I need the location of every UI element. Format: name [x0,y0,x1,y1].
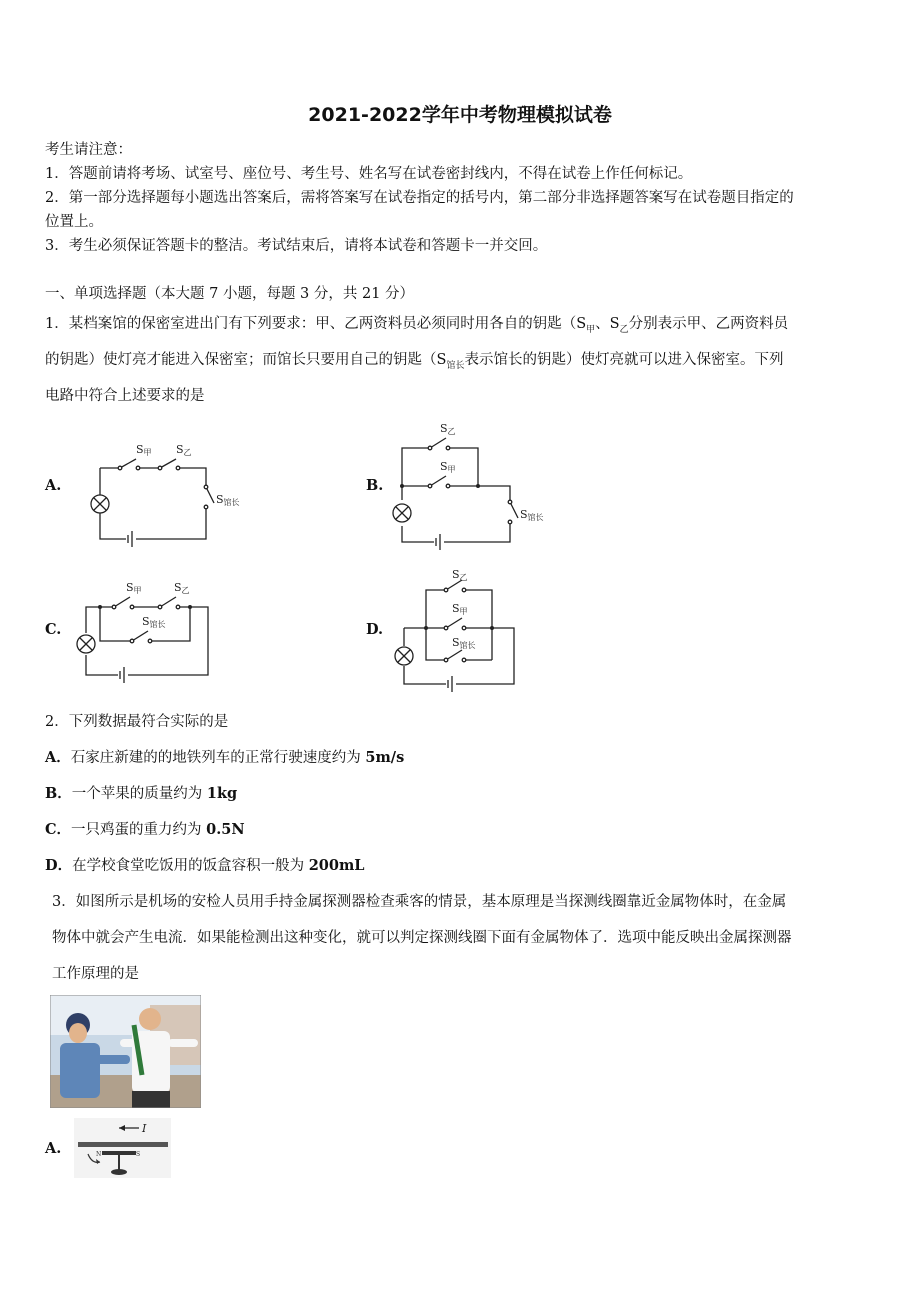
q2-option-a-label: A． [45,749,71,766]
q2-option-c-value: 0.5N [206,821,245,838]
q2-stem: 2．下列数据最符合实际的是 [45,714,229,730]
circuit-c-s-yi: S乙 [174,581,190,595]
circuit-c-s-jia: S甲 [126,581,142,595]
q2-option-b[interactable] [45,784,237,804]
security-check-photo [50,995,201,1108]
q1-text-a: 1．某档案馆的保密室进出门有下列要求：甲、乙两资料员必须同时用各自的钥匙（S [45,316,587,332]
q2-option-c-text: 一只鸡蛋的重力约为 [71,822,207,838]
q2-option-c-label: C． [45,821,72,838]
circuit-c-diagram [70,575,220,690]
q2-option-d-value: 200mL [308,857,365,874]
q1-line-3: 电路中符合上述要求的是 [45,388,205,404]
page-title: 2021-2022学年中考物理模拟试卷 [308,104,612,126]
q3-line-2: 物体中就会产生电流．如果能检测出这种变化，就可以判定探测线圈下面有金属物体了．选项中能反映出金属探测器 [52,930,792,946]
q2-option-c[interactable] [45,820,245,840]
q1-option-c-label[interactable]: C. [45,621,62,638]
q2-option-b-label: B． [45,785,72,802]
circuit-b-s-guan: S馆长 [520,508,544,522]
q2-option-a[interactable] [45,748,404,768]
q1-option-a-label[interactable]: A. [45,477,62,494]
section-heading: 一、单项选择题（本大题 7 小题，每题 3 分，共 21 分） [45,286,415,302]
q2-option-d-label: D． [45,857,73,874]
q1-sub-yi: 乙 [619,324,629,335]
q3-line-1: 3．如图所示是机场的安检人员用手持金属探测器检查乘客的情景，基本原理是当探测线圈靠近金属物体时，在金属 [52,894,787,910]
q2-option-b-value: 1kg [206,785,238,802]
q3-pole-s: S [136,1151,141,1158]
q2-option-d[interactable] [45,856,365,876]
q1-sep: 、S [595,316,620,332]
q1-sub-jia: 甲 [586,324,596,335]
notice-item-2: 2．第一部分选择题每小题选出答案后，需将答案写在试卷指定的括号内，第二部分非选择题答案写在试卷题目指定的 [45,190,794,206]
q1-text-d: 表示馆长的钥匙）使灯亮就可以进入保密室。下列 [464,352,784,368]
q3-line-3: 工作原理的是 [52,966,139,982]
q1-text-b: 分别表示甲、乙两资料员 [628,316,789,332]
q1-sub-guan: 馆长 [446,360,465,371]
circuit-b-s-jia: S甲 [440,460,456,474]
notice-heading: 考生请注意： [45,142,132,158]
circuit-a-s-yi: S乙 [176,443,192,457]
circuit-a-s-jia: S甲 [136,443,152,457]
q3-option-a-current: I [142,1122,147,1135]
q3-option-a-label[interactable]: A. [45,1140,62,1157]
circuit-d-s-jia: S甲 [452,602,468,616]
q1-line-1 [45,314,788,340]
circuit-d-s-yi: S乙 [452,568,468,582]
q2-option-a-text: 石家庄新建的的地铁列车的正常行驶速度约为 [70,750,366,766]
circuit-c-s-guan: S馆长 [142,615,166,629]
q1-line-2 [45,350,783,376]
q2-option-a-value: 5m/s [365,749,405,766]
q1-option-d-label[interactable]: D. [366,621,384,638]
q2-option-d-text: 在学校食堂吃饭用的饭盒容积一般为 [72,858,309,874]
notice-item-3: 3．考生必须保证答题卡的整洁。考试结束后，请将本试卷和答题卡一并交回。 [45,238,548,254]
q3-option-a-figure [74,1118,171,1178]
q2-option-b-text: 一个苹果的质量约为 [71,786,207,802]
circuit-d-diagram [390,562,530,692]
circuit-a-s-guan: S馆长 [216,493,240,507]
notice-item-1: 1．答题前请将考场、试室号、座位号、考生号、姓名写在试卷密封线内，不得在试卷上作任何标记。 [45,166,693,182]
notice-item-2-cont: 位置上。 [45,214,103,230]
circuit-d-s-guan: S馆长 [452,636,476,650]
circuit-b-s-yi: S乙 [440,422,456,436]
circuit-b-diagram [390,418,560,553]
q1-option-b-label[interactable]: B. [366,477,384,494]
circuit-a-diagram [80,435,240,555]
q1-text-c: 的钥匙）使灯亮才能进入保密室；而馆长只要用自己的钥匙（S [45,352,447,368]
q3-pole-n: N [96,1151,102,1158]
